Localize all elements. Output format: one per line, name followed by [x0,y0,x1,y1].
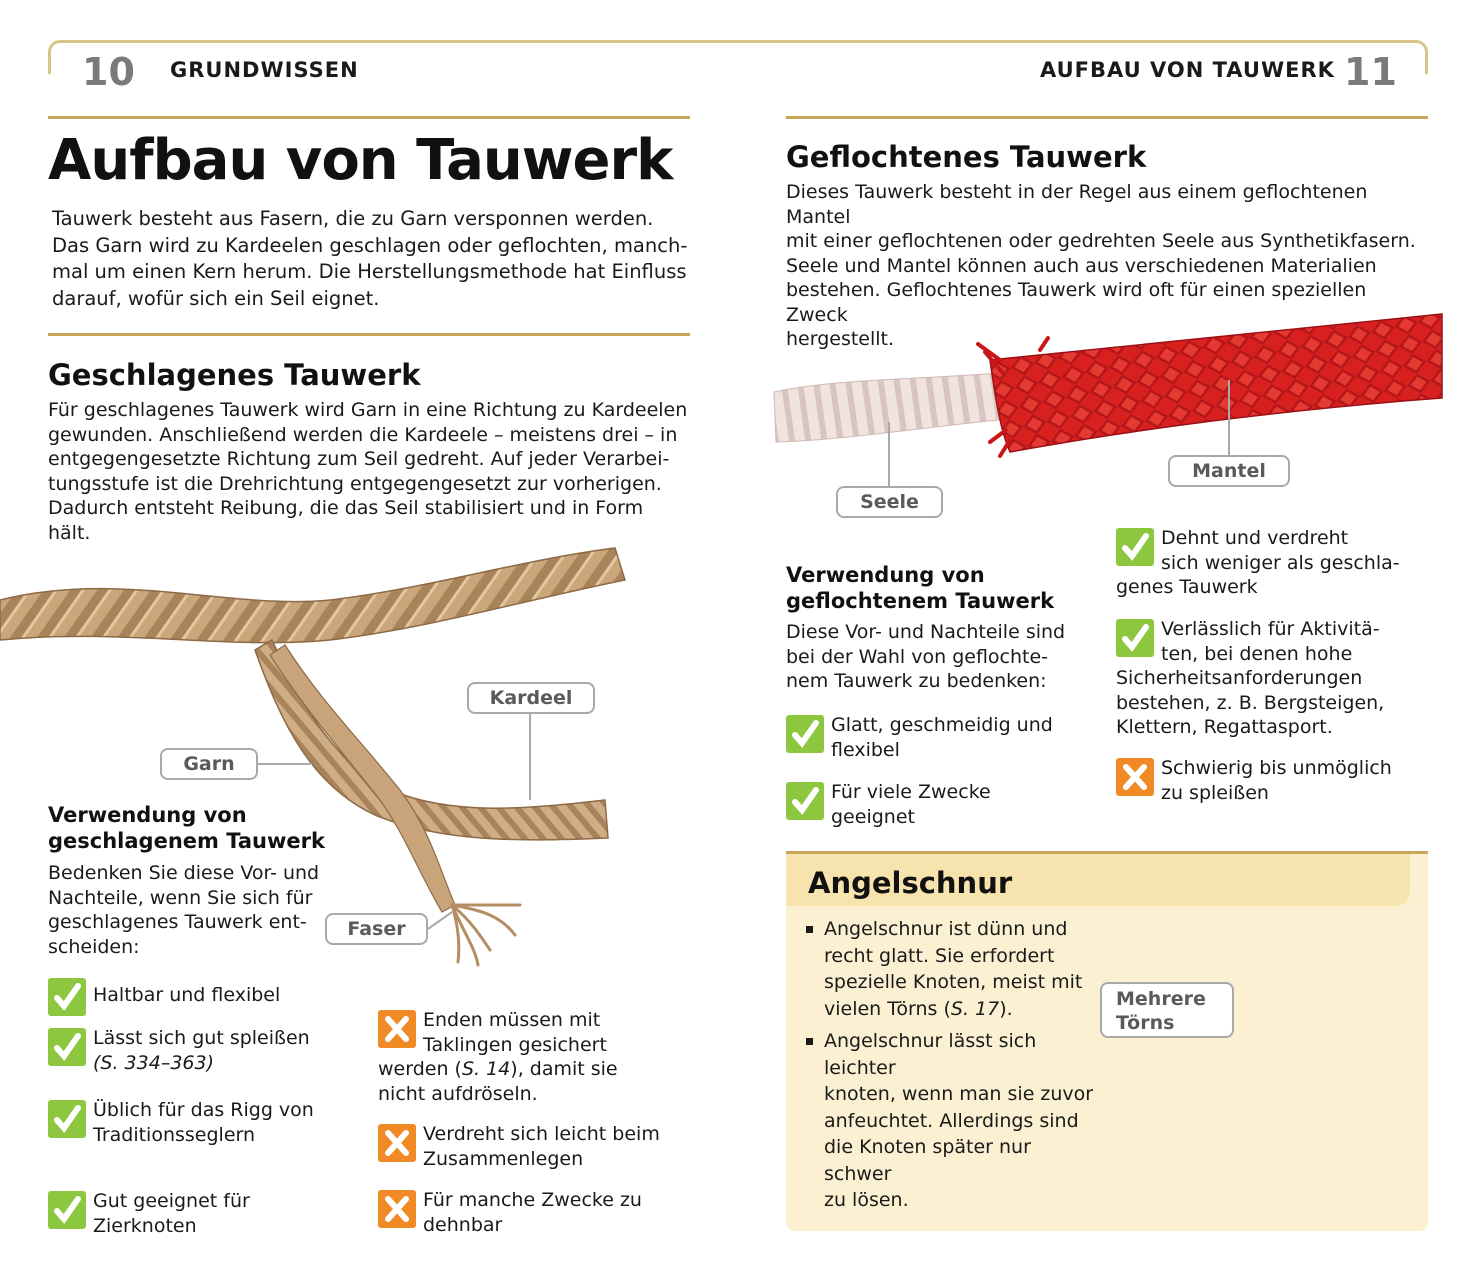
item-line: Dehnt und verdreht [1161,527,1349,549]
bullet-line: spezielle Knoten, meist mit [824,971,1083,993]
laid-con-item [378,1122,678,1171]
check-icon [1116,619,1154,657]
text-line: tungsstufe ist die Drehrichtung entgegengesetzt zur vorherigen. [48,472,662,495]
bullet-line: recht glatt. Sie erfordert [824,944,1055,967]
cross-icon [378,1190,416,1228]
item-line: Üblich für das Rigg von [93,1099,314,1121]
item-line: dehnbar [423,1213,503,1236]
heading-line: Verwendung von [786,563,985,587]
item-line: Lässt sich gut spleißen [93,1027,310,1049]
laid-pro-item [48,976,348,1016]
item-line: Verdreht sich leicht beim [423,1123,660,1145]
text-line: Dadurch entsteht Reibung, die das Seil stabilisiert und in Form hält. [48,497,644,544]
item-line [378,1057,678,1082]
fishing-line-box [786,851,1428,1231]
laid-pro-item [48,1026,348,1075]
laid-rope-heading: Geschlagenes Tauwerk [48,358,421,392]
item-line: Taklingen gesichert [423,1033,607,1056]
left-page-number: 10 [74,50,143,94]
bullet-item [824,1028,1104,1214]
bullet-line: Angelschnur lässt sich leichter [824,1030,1037,1079]
intro-line: darauf, wofür sich ein Seil eignet. [52,286,380,310]
laid-usage-heading [48,802,325,854]
check-icon [48,1100,86,1138]
right-section-label: AUFBAU VON TAUWERK [1034,58,1341,82]
text-line: mit einer geflochtenen oder gedrehten Seele aus Synthetikfasern. [786,230,1416,252]
item-line: Sicherheitsanforderungen [1116,667,1363,689]
item-line: Für viele Zwecke [831,781,991,803]
callout-garn: Garn [160,748,258,780]
item-line: bestehen, z. B. Bergsteigen, [1116,691,1385,714]
text-line: scheiden: [48,935,140,958]
check-icon [786,782,824,820]
bullet-line: zu lösen. [824,1189,909,1211]
item-line: Für manche Zwecke zu [423,1189,642,1211]
bullet-line: anfeuchtet. Allerdings sind [824,1109,1079,1132]
laid-con-item [378,1188,678,1237]
bullet-line: knoten, wenn man sie zuvor [824,1083,1094,1105]
intro-line: Tauwerk besteht aus Fasern, die zu Garn versponnen werden. [52,207,654,230]
callout-mehrere-toerns [1100,982,1234,1038]
intro-text [52,206,687,312]
callout-seele: Seele [836,486,943,518]
callout-line: Mehrere [1116,988,1206,1010]
text-line: nem Tauwerk zu bedenken: [786,670,1047,692]
item-line: geeignet [831,805,915,828]
page-reference: S. 14 [461,1058,511,1080]
laid-con-item [378,1008,678,1106]
item-line: Gut geeignet für [93,1190,250,1212]
braided-pro-item [786,780,1086,829]
text-line: gewunden. Anschließend werden die Kardeele – meistens drei – in [48,423,678,446]
page-reference: S. 17 [950,997,1000,1020]
laid-usage-text [48,861,319,959]
item-line: ten, bei denen hohe [1161,642,1353,665]
check-icon [48,978,86,1016]
braided-rope-heading: Geflochtenes Tauwerk [786,140,1147,174]
cross-icon [378,1010,416,1048]
box-title: Angelschnur [808,866,1013,900]
text-line: bestehen. Geflochtenes Tauwerk wird oft für einen speziellen Zweck [786,279,1367,326]
item-line: zu spleißen [1161,781,1269,804]
check-icon [786,715,824,753]
braided-pro-item [1116,526,1416,600]
bullet-item [824,916,1094,1022]
bullet-line [824,996,1094,1023]
page-reference: (S. 334–363) [93,1051,214,1074]
text-line: Seele und Mantel können auch aus verschiedenen Materialien [786,254,1377,277]
callout-mantel: Mantel [1168,455,1290,487]
check-icon [1116,528,1154,566]
item-line: nicht aufdröseln. [378,1082,538,1105]
left-section-label: GRUNDWISSEN [164,58,365,82]
item-line: sich weniger als geschla- [1161,551,1400,574]
braided-pro-item [1116,617,1416,740]
braided-rope-text [786,180,1426,352]
braided-usage-text [786,620,1065,694]
text-fragment: werden ( [378,1058,462,1080]
check-icon [48,1191,86,1229]
text-fragment: ). [999,997,1013,1020]
item-line: Traditionsseglern [93,1123,256,1146]
text-line: bei der Wahl von geflochte- [786,645,1049,668]
bullet-line: Angelschnur ist dünn und [824,918,1068,940]
right-page-number: 11 [1336,50,1405,94]
text-line: Dieses Tauwerk besteht in der Regel aus einem geflochtenen Mantel [786,181,1368,228]
item-line: genes Tauwerk [1116,576,1258,598]
callout-kardeel: Kardeel [467,682,595,714]
item-line: Verlässlich für Aktivitä- [1161,618,1380,640]
item-line: Haltbar und flexibel [93,984,281,1006]
bullet-line: die Knoten später nur schwer [824,1136,1031,1185]
heading-line: geflochtenem Tauwerk [786,589,1055,613]
laid-pro-item [48,1189,348,1238]
heading-line: Verwendung von [48,803,247,827]
text-line: Diese Vor- und Nachteile sind [786,621,1066,643]
page-title: Aufbau von Tauwerk [48,128,673,193]
item-line: Enden müssen mit [423,1009,601,1031]
cross-icon [378,1124,416,1162]
braided-con-item [1116,756,1416,805]
text-line: entgegengesetzte Richtung zum Seil gedreht. Auf jeder Verarbei- [48,448,670,470]
laid-pro-item [48,1098,348,1147]
item-line: flexibel [831,738,900,761]
check-icon [48,1028,86,1066]
callout-line: Törns [1116,1012,1175,1034]
text-fragment: vielen Törns ( [824,997,951,1020]
laid-rope-text [48,398,688,545]
text-line: Nachteile, wenn Sie sich für [48,886,313,909]
intro-line: Das Garn wird zu Kardeelen geschlagen oder geflochten, manch- [52,233,688,257]
text-fragment: ), damit sie [510,1058,618,1080]
text-line: geschlagenes Tauwerk ent- [48,911,307,933]
heading-line: geschlagenem Tauwerk [48,829,325,853]
braided-pro-item [786,713,1086,762]
cross-icon [1116,758,1154,796]
item-line: Schwierig bis unmöglich [1161,757,1392,779]
item-line: Zusammenlegen [423,1147,584,1170]
item-line: Glatt, geschmeidig und [831,714,1053,736]
item-line: Zierknoten [93,1214,197,1237]
intro-line: mal um einen Kern herum. Die Herstellungsmethode hat Einfluss [52,260,687,283]
text-line: Für geschlagenes Tauwerk wird Garn in eine Richtung zu Kardeelen [48,399,688,421]
text-line: Bedenken Sie diese Vor- und [48,862,320,884]
text-line: hergestellt. [786,328,895,350]
item-line: Klettern, Regattasport. [1116,716,1333,738]
braided-usage-heading [786,562,1054,614]
callout-faser: Faser [325,913,428,945]
